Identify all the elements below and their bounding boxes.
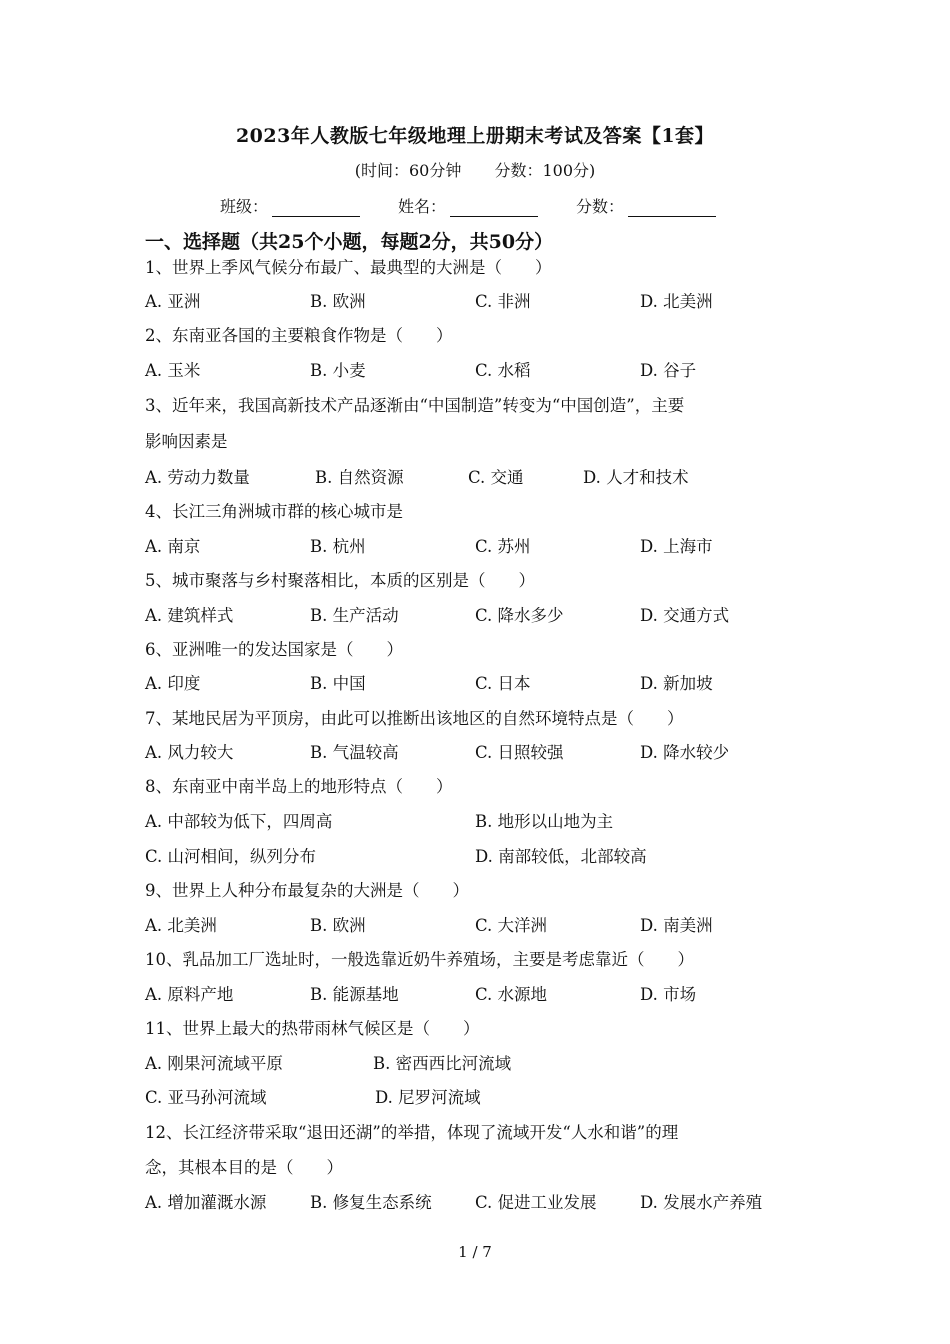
option: B. 地形以山地为主 [475,812,614,831]
question-12: 12、长江经济带采取“退田还湖”的举措，体现了流域开发“人水和谐”的理 [145,1123,679,1142]
question-6: 6、亚洲唯一的发达国家是（ ） [145,640,403,659]
option: B. 杭州 [310,537,366,556]
option: D. 南部较低，北部较高 [475,847,647,866]
name-blank [450,198,538,217]
option: A. 劳动力数量 [145,468,250,487]
score-blank [628,198,716,217]
option: D. 人才和技术 [583,468,689,487]
option: C. 非洲 [475,292,531,311]
option: C. 交通 [468,468,524,487]
option: B. 修复生态系统 [310,1193,432,1212]
option: C. 日本 [475,674,531,693]
option: A. 玉米 [145,361,201,380]
question-7: 7、某地民居为平顶房，由此可以推断出该地区的自然环境特点是（ ） [145,709,684,728]
option: B. 中国 [310,674,366,693]
exam-score: 分数：100分) [494,161,596,180]
class-blank [272,198,360,217]
option: C. 水源地 [475,985,548,1004]
option: B. 气温较高 [310,743,399,762]
option: B. 小麦 [310,361,366,380]
option: B. 欧洲 [310,916,366,935]
option: C. 降水多少 [475,606,564,625]
option: A. 原料产地 [145,985,234,1004]
option: A. 南京 [145,537,201,556]
option: A. 印度 [145,674,201,693]
page-number: 1 / 7 [458,1243,492,1261]
question-9: 9、世界上人种分布最复杂的大洲是（ ） [145,881,469,900]
question-8: 8、东南亚中南半岛上的地形特点（ ） [145,777,453,796]
option: C. 大洋洲 [475,916,548,935]
question-1: 1、世界上季风气候分布最广、最典型的大洲是（ ） [145,258,552,277]
option: B. 密西西比河流域 [373,1054,512,1073]
question-11: 11、世界上最大的热带雨林气候区是（ ） [145,1019,480,1038]
option: C. 苏州 [475,537,531,556]
option: D. 南美洲 [640,916,713,935]
exam-time: (时间：60分钟 [354,161,462,180]
option: C. 亚马孙河流域 [145,1088,267,1107]
option: D. 降水较少 [640,743,730,762]
question-4: 4、长江三角洲城市群的核心城市是 [145,502,403,521]
option: D. 发展水产养殖 [640,1193,763,1212]
option: A. 亚洲 [145,292,201,311]
question-3: 3、近年来，我国高新技术产品逐渐由“中国制造”转变为“中国创造”，主要 [145,396,685,415]
option: C. 山河相间，纵列分布 [145,847,317,866]
option: D. 尼罗河流域 [375,1088,481,1107]
option: B. 自然资源 [315,468,404,487]
section-title: 一、选择题（共25个小题，每题2分，共50分） [145,231,554,253]
question-5: 5、城市聚落与乡村聚落相比，本质的区别是（ ） [145,571,535,590]
class-field: 班级： [220,194,360,217]
option: D. 谷子 [640,361,697,380]
option: D. 新加坡 [640,674,713,693]
option: A. 北美洲 [145,916,217,935]
option: A. 中部较为低下，四周高 [145,812,333,831]
option: B. 能源基地 [310,985,399,1004]
option: B. 欧洲 [310,292,366,311]
option: C. 促进工业发展 [475,1193,597,1212]
option: A. 建筑样式 [145,606,234,625]
question-2: 2、东南亚各国的主要粮食作物是（ ） [145,326,453,345]
page-title: 2023年人教版七年级地理上册期末考试及答案【1套】 [235,125,715,147]
score-field: 分数： [576,194,716,217]
option: D. 市场 [640,985,697,1004]
option: C. 水稻 [475,361,531,380]
name-field: 姓名： [398,194,538,217]
option: D. 上海市 [640,537,713,556]
option: A. 风力较大 [145,743,234,762]
question-10: 10、乳品加工厂选址时，一般选靠近奶牛养殖场，主要是考虑靠近（ ） [145,950,694,969]
option: A. 增加灌溉水源 [145,1193,267,1212]
student-info [220,194,754,217]
exam-meta [0,158,950,181]
option: C. 日照较强 [475,743,564,762]
option: A. 刚果河流域平原 [145,1054,283,1073]
option: D. 交通方式 [640,606,730,625]
question-12-cont: 念，其根本目的是（ ） [145,1158,343,1177]
option: D. 北美洲 [640,292,713,311]
option: B. 生产活动 [310,606,399,625]
question-3-cont: 影响因素是 [145,432,228,451]
